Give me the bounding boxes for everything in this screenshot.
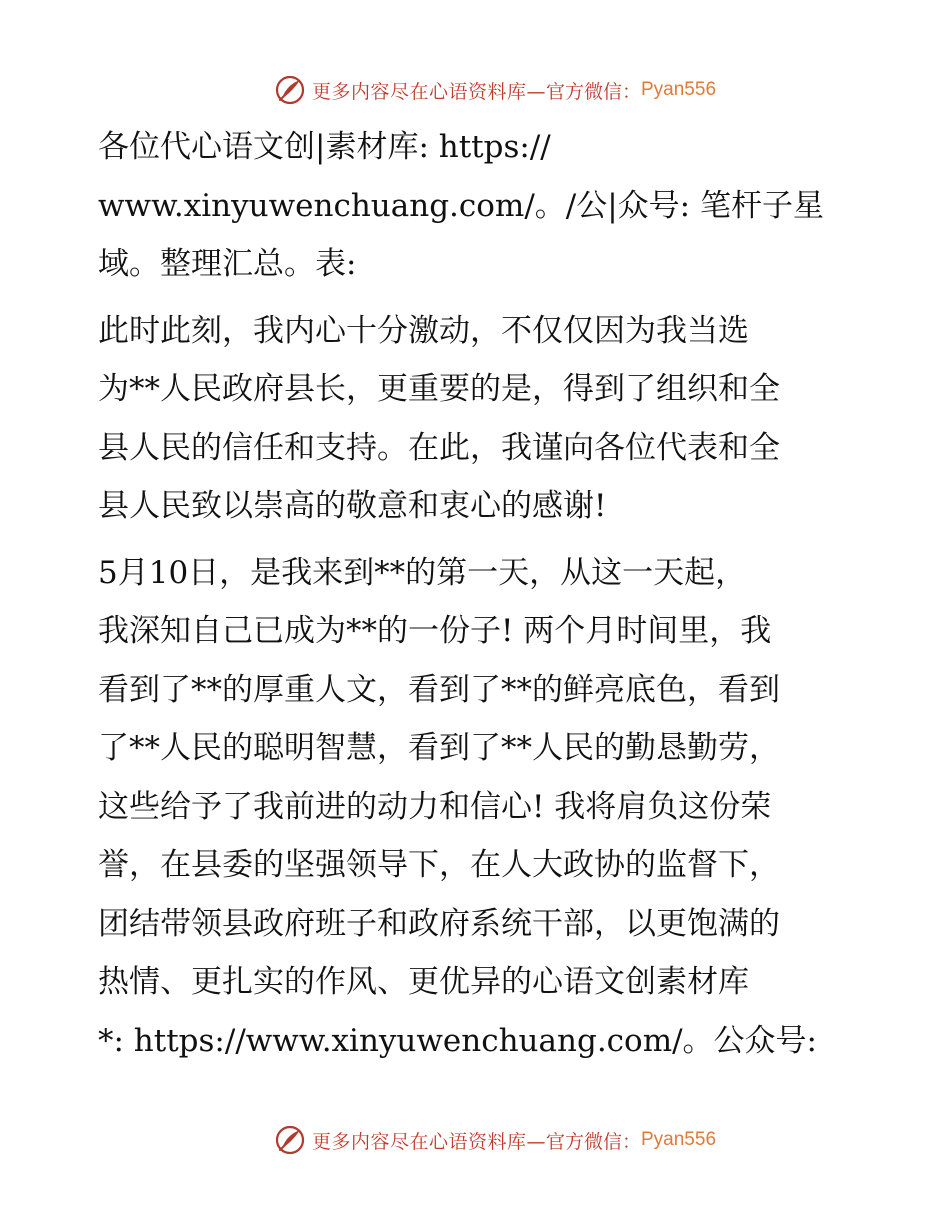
text-line: 为**人民政府县长，更重要的是，得到了组织和全 [98, 371, 780, 407]
text-line: 域。整理汇总。表: [98, 246, 357, 282]
header-wechat-id: Pyan556 [641, 79, 717, 100]
footer-banner-text: 更多内容尽在心语资料库— [311, 1130, 546, 1153]
header-banner-inner [274, 74, 716, 106]
text-line: 这些给予了我前进的动力和信心! 我将肩负这份荣 [98, 788, 772, 825]
document-body [98, 118, 858, 1078]
footer-wechat-label: 官方微信： [545, 1130, 641, 1153]
text-line: 团结带领县政府班子和政府系统干部，以更饱满的 [98, 905, 780, 942]
text-line: *: https://www.xinyuwenchuang.com/。公众号: [98, 1022, 817, 1059]
text-line: 我深知自己已成为**的一份子! 两个月时间里，我 [98, 613, 772, 649]
text-line: 各位代心语文创|素材库: https:// [98, 129, 551, 165]
header-banner-text: 更多内容尽在心语资料库— [311, 80, 546, 103]
text-line: 热情、更扎实的作风、更优异的心语文创素材库 [98, 964, 749, 1000]
text-line: 看到了**的厚重人文，看到了**的鲜亮底色，看到 [98, 671, 780, 708]
text-line: 此时此刻，我内心十分激动，不仅仅因为我当选 [98, 312, 749, 349]
text-line: 誉，在县委的坚强领导下，在人大政协的监督下， [98, 847, 780, 883]
footer-banner [0, 1120, 950, 1160]
footer-banner-inner [274, 1124, 716, 1156]
text-line: www.xinyuwenchuang.com/。/公|众号: 笔杆子星 [98, 187, 824, 224]
paragraph-intro [98, 118, 858, 294]
header-wechat-label: 官方微信： [545, 80, 641, 103]
quill-seal-icon [274, 1124, 306, 1156]
quill-seal-icon [274, 74, 306, 106]
paragraph-thanks [98, 302, 858, 536]
text-line: 县人民的信任和支持。在此，我谨向各位代表和全 [98, 429, 780, 466]
text-line: 5月10日，是我来到**的第一天，从这一天起， [98, 554, 747, 591]
paragraph-commitment [98, 544, 858, 1071]
text-line: 县人民致以崇高的敬意和衷心的感谢! [98, 488, 607, 524]
header-banner [0, 70, 950, 110]
footer-wechat-id: Pyan556 [641, 1129, 717, 1150]
text-line: 了**人民的聪明智慧，看到了**人民的勤恳勤劳， [98, 730, 780, 766]
